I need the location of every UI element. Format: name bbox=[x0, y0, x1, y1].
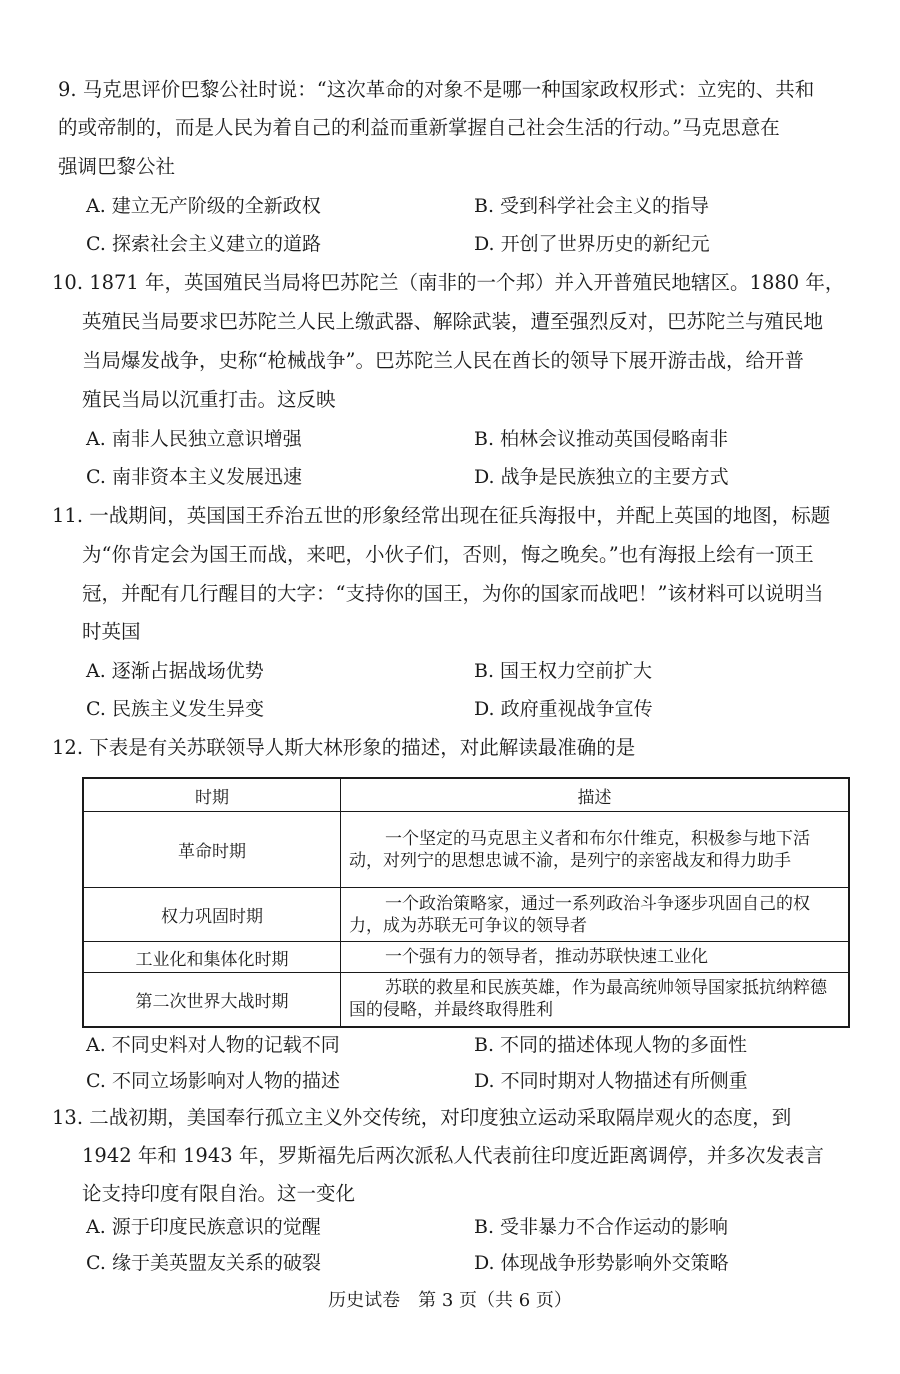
question-11-option-a: A. 逐渐占据战场优势 bbox=[86, 660, 264, 682]
question-9-option-b: B. 受到科学社会主义的指导 bbox=[474, 195, 710, 217]
table-header-description: 描述 bbox=[341, 778, 850, 812]
question-13-line-3: 论支持印度有限自治。这一变化 bbox=[82, 1182, 356, 1205]
page-footer: 历史试卷 第 3 页（共 6 页） bbox=[328, 1290, 572, 1311]
table-row bbox=[83, 888, 849, 942]
table-cell-description: 一个坚定的马克思主义者和布尔什维克，积极参与地下活动，对列宁的思想忠诚不渝，是列宁的亲密战友和得力助手 bbox=[349, 828, 810, 871]
table-cell-description-wrapper bbox=[341, 942, 850, 973]
question-9-option-a: A. 建立无产阶级的全新政权 bbox=[86, 195, 321, 217]
table-row bbox=[83, 942, 849, 973]
question-9-line-2: 的或帝制的，而是人民为着自己的利益而重新掌握自己社会生活的行动。”马克思意在 bbox=[58, 116, 780, 139]
question-13-line-2: 1942 年和 1943 年，罗斯福先后两次派私人代表前往印度近距离调停，并多次发表言 bbox=[82, 1144, 824, 1167]
stalin-description-table bbox=[82, 777, 850, 1028]
question-12-option-a: A. 不同史料对人物的记载不同 bbox=[86, 1034, 340, 1056]
table-cell-description: 苏联的救星和民族英雄，作为最高统帅领导国家抵抗纳粹德国的侵略，并最终取得胜利 bbox=[349, 978, 827, 1021]
question-10-option-d: D. 战争是民族独立的主要方式 bbox=[474, 466, 729, 488]
table-cell-description-wrapper bbox=[341, 973, 850, 1027]
table-cell-description: 一个政治策略家，通过一系列政治斗争逐步巩固自己的权力，成为苏联无可争议的领导者 bbox=[349, 893, 810, 936]
question-11-line-4: 时英国 bbox=[82, 620, 141, 643]
table-cell-description-wrapper bbox=[341, 812, 850, 888]
question-12-option-b: B. 不同的描述体现人物的多面性 bbox=[474, 1034, 748, 1056]
question-10-line-4: 殖民当局以沉重打击。这反映 bbox=[82, 388, 336, 411]
table-cell-period: 权力巩固时期 bbox=[83, 888, 341, 942]
table-cell-period: 第二次世界大战时期 bbox=[83, 973, 341, 1027]
question-11-line-2: 为“你肯定会为国王而战，来吧，小伙子们，否则，悔之晚矣。”也有海报上绘有一顶王 bbox=[82, 543, 814, 566]
table-cell-period: 革命时期 bbox=[83, 812, 341, 888]
question-12-option-d: D. 不同时期对人物描述有所侧重 bbox=[474, 1070, 748, 1092]
question-10-line-3: 当局爆发战争，史称“枪械战争”。巴苏陀兰人民在酋长的领导下展开游击战，给开普 bbox=[82, 349, 804, 372]
table-row bbox=[83, 973, 849, 1027]
table-cell-description-wrapper bbox=[341, 888, 850, 942]
question-13-option-a: A. 源于印度民族意识的觉醒 bbox=[86, 1216, 321, 1238]
table-header-period: 时期 bbox=[83, 778, 341, 812]
question-9-option-c: C. 探索社会主义建立的道路 bbox=[86, 233, 321, 255]
question-11-option-b: B. 国王权力空前扩大 bbox=[474, 660, 653, 682]
question-11-line-3: 冠，并配有几行醒目的大字：“支持你的国王，为你的国家而战吧！”该材料可以说明当 bbox=[82, 582, 824, 605]
question-9-line-3: 强调巴黎公社 bbox=[58, 155, 176, 178]
question-11-line-1: 11. 一战期间，英国国王乔治五世的形象经常出现在征兵海报中，并配上英国的地图，标题 bbox=[52, 504, 831, 527]
question-12-line-1: 12. 下表是有关苏联领导人斯大林形象的描述，对此解读最准确的是 bbox=[52, 736, 636, 759]
question-11-option-c: C. 民族主义发生异变 bbox=[86, 698, 264, 720]
question-13-option-b: B. 受非暴力不合作运动的影响 bbox=[474, 1216, 729, 1238]
question-10-option-c: C. 南非资本主义发展迅速 bbox=[86, 466, 302, 488]
question-10-option-b: B. 柏林会议推动英国侵略南非 bbox=[474, 428, 729, 450]
table-row bbox=[83, 812, 849, 888]
question-9-line-1: 9. 马克思评价巴黎公社时说：“这次革命的对象不是哪一种国家政权形式：立宪的、共和 bbox=[58, 78, 815, 101]
table-cell-period: 工业化和集体化时期 bbox=[83, 942, 341, 973]
question-10-line-2: 英殖民当局要求巴苏陀兰人民上缴武器、解除武装，遭至强烈反对，巴苏陀兰与殖民地 bbox=[82, 310, 824, 333]
question-9-option-d: D. 开创了世界历史的新纪元 bbox=[474, 233, 710, 255]
table-header-row bbox=[83, 778, 849, 812]
question-11-option-d: D. 政府重视战争宣传 bbox=[474, 698, 653, 720]
question-12-option-c: C. 不同立场影响对人物的描述 bbox=[86, 1070, 340, 1092]
question-13-option-d: D. 体现战争形势影响外交策略 bbox=[474, 1252, 729, 1274]
question-10-option-a: A. 南非人民独立意识增强 bbox=[86, 428, 302, 450]
question-13-line-1: 13. 二战初期，美国奉行孤立主义外交传统，对印度独立运动采取隔岸观火的态度，到 bbox=[52, 1106, 792, 1129]
question-10-line-1: 10. 1871 年，英国殖民当局将巴苏陀兰（南非的一个邦）并入开普殖民地辖区。1880 年， bbox=[52, 271, 845, 294]
table-cell-description: 一个强有力的领导者，推动苏联快速工业化 bbox=[385, 947, 708, 967]
question-13-option-c: C. 缘于美英盟友关系的破裂 bbox=[86, 1252, 321, 1274]
